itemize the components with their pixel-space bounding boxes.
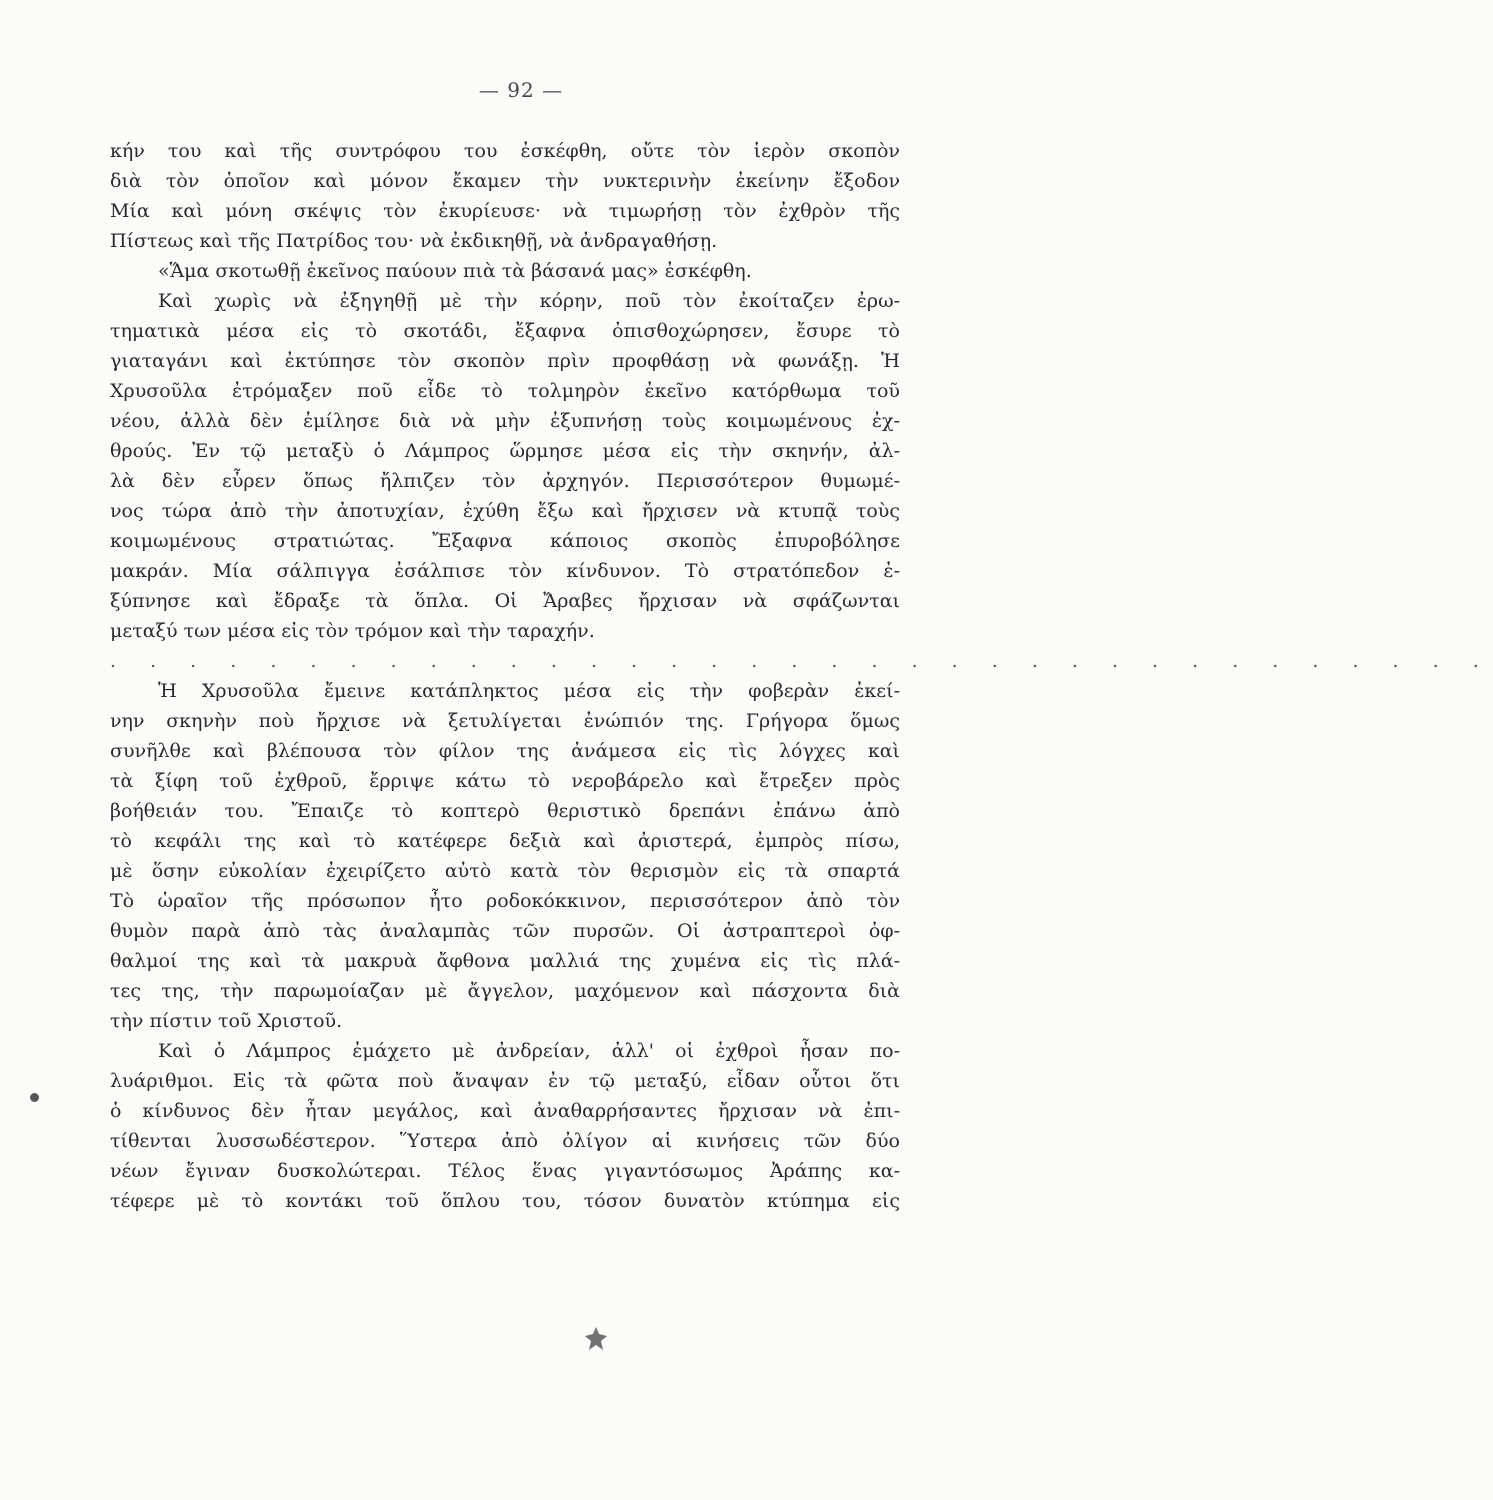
text-line: λὰ δὲν εὗρεν ὅπως ἤλπιζεν τὸν ἀρχηγόν. Περισσότερον θυμωμέ- <box>110 470 900 492</box>
text-line: Καὶ χωρὶς νὰ ἐξηγηθῇ μὲ τὴν κόρην, ποῦ τὸν ἐκοίταζεν ἐρω- <box>158 290 900 312</box>
text-line: ὁ κίνδυνος δὲν ἦταν μεγάλος, καὶ ἀναθαρρήσαντες ἤρχισαν νὰ ἐπι- <box>110 1100 900 1122</box>
text-line: τηματικὰ μέσα εἰς τὸ σκοτάδι, ἔξαφνα ὀπισθοχώρησεν, ἔσυρε τὸ <box>110 320 900 342</box>
text-line: θαλμοί της καὶ τὰ μακρυὰ ἄφθονα μαλλιά της χυμένα εἰς τὶς πλά- <box>110 950 900 972</box>
text-line: τέφερε μὲ τὸ κοντάκι τοῦ ὅπλου του, τόσον δυνατὸν κτύπημα εἰς <box>110 1190 900 1212</box>
text-line: λυάριθμοι. Εἰς τὰ φῶτα ποὺ ἄναψαν ἐν τῷ μεταξύ, εἶδαν οὗτοι ὅτι <box>110 1070 900 1092</box>
margin-ink-mark <box>30 1093 39 1102</box>
text-line: μεταξύ των μέσα εἰς τὸν τρόμον καὶ τὴν ταραχήν. <box>110 620 595 642</box>
text-line: Τὸ ὡραῖον τῆς πρόσωπον ἦτο ροδοκόκκινον, περισσότερον ἀπὸ τὸν <box>110 890 900 912</box>
text-line: γιαταγάνι καὶ ἐκτύπησε τὸν σκοπὸν πρὶν προφθάσῃ νὰ φωνάξῃ. Ἡ <box>110 350 900 372</box>
text-line: νην σκηνὴν ποὺ ἤρχισε νὰ ξετυλίγεται ἐνώπιόν της. Γρήγορα ὅμως <box>110 710 900 732</box>
text-line: Μία καὶ μόνη σκέψις τὸν ἐκυρίευσε· νὰ τιμωρήσῃ τὸν ἐχθρὸν τῆς <box>110 200 900 222</box>
page-number: — 92 — <box>478 78 564 102</box>
text-line: τες της, τὴν παρωμοίαζαν μὲ ἄγγελον, μαχόμενον καὶ πάσχοντα διὰ <box>110 980 900 1002</box>
section-separator: . . . . . . . . . . . . . . . . . . . . . . . . . . . . . . . . . . . <box>110 650 1493 672</box>
text-line: κήν του καὶ τῆς συντρόφου του ἐσκέφθη, οὔτε τὸν ἱερὸν σκοπὸν <box>110 140 900 162</box>
text-block-2 <box>110 676 900 1216</box>
text-line: νέων ἔγιναν δυσκολώτεραι. Τέλος ἕνας γιγαντόσωμος Ἀράπης κα- <box>110 1160 900 1182</box>
text-line: τὴν πίστιν τοῦ Χριστοῦ. <box>110 1010 343 1032</box>
text-line: συνῆλθε καὶ βλέπουσα τὸν φίλον της ἀνάμεσα εἰς τὶς λόγχες καὶ <box>110 740 900 762</box>
text-line: βοήθειάν του. Ἔπαιζε τὸ κοπτερὸ θεριστικὸ δρεπάνι ἐπάνω ἀπὸ <box>110 800 900 822</box>
text-line: διὰ τὸν ὁποῖον καὶ μόνον ἔκαμεν τὴν νυκτερινὴν ἐκείνην ἔξοδον <box>110 170 900 192</box>
text-line: μὲ ὅσην εὐκολίαν ἐχειρίζετο αὐτὸ κατὰ τὸν θερισμὸν εἰς τὰ σπαρτά <box>110 860 900 882</box>
text-block-1 <box>110 136 900 646</box>
text-line: θρούς. Ἐν τῷ μεταξὺ ὁ Λάμπρος ὥρμησε μέσα εἰς τὴν σκηνήν, ἀλ- <box>110 440 900 462</box>
text-line: Πίστεως καὶ τῆς Πατρίδος του· νὰ ἐκδικηθῇ, νὰ ἀνδραγαθήσῃ. <box>110 230 718 252</box>
text-line: Ἡ Χρυσοῦλα ἔμεινε κατάπληκτος μέσα εἰς τὴν φοβερὰν ἐκεί- <box>158 680 900 702</box>
text-line: τὸ κεφάλι της καὶ τὸ κατέφερε δεξιὰ καὶ ἀριστερά, ἐμπρὸς πίσω, <box>110 830 900 852</box>
text-line: τὰ ξίφη τοῦ ἐχθροῦ, ἔρριψε κάτω τὸ νεροβάρελο καὶ ἔτρεξεν πρὸς <box>110 770 900 792</box>
text-line: νέου, ἀλλὰ δὲν ἐμίλησε διὰ νὰ μὴν ἐξυπνήσῃ τοὺς κοιμωμένους ἐχ- <box>110 410 900 432</box>
ink-blot <box>583 1325 609 1353</box>
text-line: τίθενται λυσσωδέστερον. Ὕστερα ἀπὸ ὀλίγον αἱ κινήσεις τῶν δύο <box>110 1130 900 1152</box>
text-line: νος τώρα ἀπὸ τὴν ἀποτυχίαν, ἐχύθη ἔξω καὶ ἤρχισεν νὰ κτυπᾷ τοὺς <box>110 500 900 522</box>
text-line: «Ἅμα σκοτωθῇ ἐκεῖνος παύουν πιὰ τὰ βάσανά μας» ἐσκέφθη. <box>158 260 752 282</box>
body-text <box>110 136 1493 1216</box>
text-line: μακράν. Μία σάλπιγγα ἐσάλπισε τὸν κίνδυνον. Τὸ στρατόπεδον ἐ- <box>110 560 900 582</box>
text-line: κοιμωμένους στρατιώτας. Ἔξαφνα κάποιος σκοπὸς ἐπυροβόλησε <box>110 530 900 552</box>
text-line: ξύπνησε καὶ ἔδραξε τὰ ὅπλα. Οἱ Ἄραβες ἤρχισαν νὰ σφάζωνται <box>110 590 900 612</box>
text-line: Καὶ ὁ Λάμπρος ἐμάχετο μὲ ἀνδρείαν, ἀλλ' οἱ ἐχθροὶ ἦσαν πο- <box>158 1040 900 1062</box>
text-line: θυμὸν παρὰ ἀπὸ τὰς ἀναλαμπὰς τῶν πυρσῶν. Οἱ ἀστραπτεροὶ ὀφ- <box>110 920 900 942</box>
text-line: Χρυσοῦλα ἐτρόμαξεν ποῦ εἶδε τὸ τολμηρὸν ἐκεῖνο κατόρθωμα τοῦ <box>110 380 900 402</box>
